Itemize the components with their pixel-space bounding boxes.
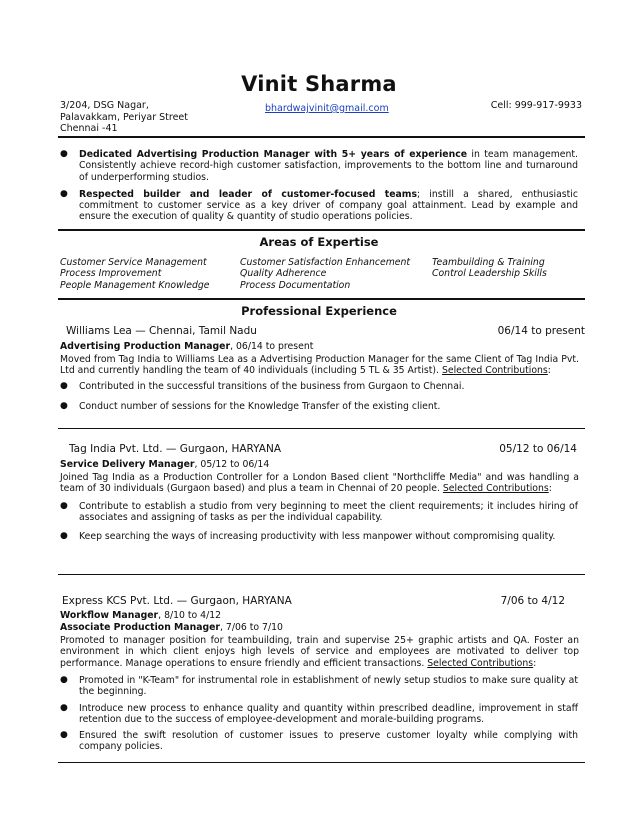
job-bullet (60, 401, 578, 412)
bullet-icon: ● (60, 530, 68, 541)
job-bullet (60, 531, 578, 542)
job-divider (58, 428, 585, 429)
expertise-item: People Management Knowledge (60, 279, 210, 291)
experience-divider (58, 298, 585, 300)
bullet-icon: ● (60, 702, 68, 713)
job-role (60, 610, 221, 621)
cell-number: Cell: 999-917-9933 (490, 100, 582, 111)
role-title: Advertising Production Manager (60, 341, 231, 352)
job-role (60, 341, 313, 352)
bullet-icon: ● (60, 149, 68, 159)
expertise-title: Areas of Expertise (259, 235, 379, 249)
expertise-item: Process Documentation (240, 279, 351, 291)
job-bullet (60, 675, 578, 698)
bullet-text: Contribute to establish a studio from very beginning to meet the client requirements; it includes hiring of associates and assigning of tasks as per the individual capability. (79, 501, 578, 524)
job-organization: Williams Lea — Chennai, Tamil Nadu (66, 325, 257, 337)
expertise-item: Process Improvement (60, 268, 162, 280)
job-description: Joined Tag India as a Production Controller for a London Based client "Northcliffe Media" and was handling a team of 30 individuals (Gurgaon based) and plus a team in Chennai of 20 people. Selected Contributions: (60, 472, 579, 495)
job-bullets (60, 675, 578, 759)
role-period: , 8/10 to 4/12 (158, 610, 222, 621)
job-dates: 7/06 to 4/12 (500, 595, 565, 607)
summary-item (60, 189, 578, 223)
expertise-column (60, 257, 209, 291)
address-line: Chennai -41 (60, 123, 118, 134)
bullet-text: Introduce new process to enhance quality and quantity within prescribed deadline, improvement in staff retention due to the success of employee-development and morale-building programs. (79, 702, 578, 725)
job-bullet (60, 703, 578, 726)
expertise-item: Quality Adherence (240, 268, 327, 280)
bottom-divider (58, 762, 585, 763)
description-text: Joined Tag India as a Production Controller for a London Based client "Northcliffe Media" and was handling a team of 30 individuals (Gurgaon based) and plus a team in Chennai of 20 people. (60, 472, 579, 495)
bullet-icon: ● (60, 188, 68, 199)
experience-title: Professional Experience (241, 304, 397, 318)
expertise-column (432, 257, 547, 280)
contributions-label: Selected Contributions (427, 657, 534, 669)
bullet-icon: ● (60, 381, 68, 391)
job-description: Promoted to manager position for teambuilding, train and supervise 25+ graphic artists and QA. Foster an environment in which client enjoys high levels of service and employees are motivated to deliver top performance. Manage operations to ensure friendly and efficient transactions. Selected Contributions: (60, 635, 579, 669)
bullet-text: Contributed in the successful transitions of the business from Gurgaon to Chennai. (79, 381, 465, 392)
job-bullet (60, 501, 578, 524)
expertise-item: Control Leadership Skills (432, 268, 547, 280)
job-role (60, 459, 269, 470)
summary-text: in team management. Consistently achieve record-high customer satisfaction, improvements to the bottom line and turnaround of underperforming studios. (79, 149, 578, 183)
job-dates: 06/14 to present (497, 325, 585, 337)
job-bullets (60, 501, 578, 548)
bullet-text: Conduct number of sessions for the Knowledge Transfer of the existing client. (79, 401, 441, 413)
address-line: 3/204, DSG Nagar, (60, 100, 149, 111)
expertise-item: Teambuilding & Training (432, 257, 545, 268)
address-block (60, 100, 188, 135)
summary-highlight: Respected builder and leader of customer-focused teams (79, 188, 417, 200)
bullet-icon: ● (60, 675, 68, 685)
job-divider (58, 574, 585, 575)
job-bullet (60, 381, 578, 392)
expertise-item: Customer Service Management (60, 257, 207, 268)
expertise-divider (58, 229, 585, 231)
job-dates: 05/12 to 06/14 (499, 443, 577, 455)
summary-item (60, 149, 578, 183)
role-period: , 7/06 to 7/10 (220, 622, 283, 633)
candidate-name: Vinit Sharma (241, 72, 397, 96)
job-bullet (60, 730, 578, 753)
bullet-text: Ensured the swift resolution of customer issues to preserve customer loyalty while complying with company policies. (79, 730, 578, 753)
bullet-icon: ● (60, 501, 68, 511)
job-organization: Express KCS Pvt. Ltd. — Gurgaon, HARYANA (62, 595, 292, 607)
bullet-text: Promoted in "K-Team" for instrumental role in establishment of newly setup studios to make sure quality at the beginning. (79, 675, 578, 698)
role-title: Associate Production Manager (60, 622, 221, 633)
summary-highlight: Dedicated Advertising Production Manager with 5+ years of experience (79, 149, 468, 160)
description-text: Moved from Tag India to Williams Lea as a Advertising Production Manager for the same Client of Tag India Pvt. Ltd and currently handling the team of 40 individuals (including 5 TL & 35 Artist). (60, 354, 579, 377)
expertise-column (240, 257, 410, 291)
bullet-icon: ● (60, 401, 68, 412)
role-title: Workflow Manager (60, 610, 159, 621)
contributions-label: Selected Contributions (441, 365, 548, 377)
contributions-label: Selected Contributions (442, 483, 549, 495)
expertise-item: Customer Satisfaction Enhancement (240, 257, 411, 268)
email-link[interactable]: bhardwajvinit@gmail.com (265, 103, 389, 114)
job-organization: Tag India Pvt. Ltd. — Gurgaon, HARYANA (69, 443, 281, 455)
bullet-icon: ● (60, 730, 68, 741)
bullet-text: Keep searching the ways of increasing productivity with less manpower without compromising quality. (79, 530, 556, 542)
description-text: Promoted to manager position for teambuilding, train and supervise 25+ graphic artists and QA. Foster an environment in which client enjoys high levels of service and employees are motivated to deliver top performance. Manage operations to ensure friendly and efficient transactions. (60, 635, 579, 669)
header-divider (58, 136, 585, 138)
job-role (60, 622, 283, 633)
job-bullets (60, 381, 578, 419)
summary-list (60, 149, 578, 229)
role-period: , 06/14 to present (230, 341, 314, 352)
role-period: , 05/12 to 06/14 (194, 459, 270, 470)
role-title: Service Delivery Manager (60, 459, 195, 470)
address-line: Palavakkam, Periyar Street (60, 111, 188, 123)
summary-text: ; instill a shared, enthusiastic commitment to customer service as a key driver of company goal attainment. Lead by example and ensure the execution of quality & quantity of studio operations policies. (79, 188, 578, 223)
job-description: Moved from Tag India to Williams Lea as a Advertising Production Manager for the same Client of Tag India Pvt. Ltd and currently handling the team of 40 individuals (including 5 TL & 35 Artist). Selected Contributions: (60, 354, 579, 377)
